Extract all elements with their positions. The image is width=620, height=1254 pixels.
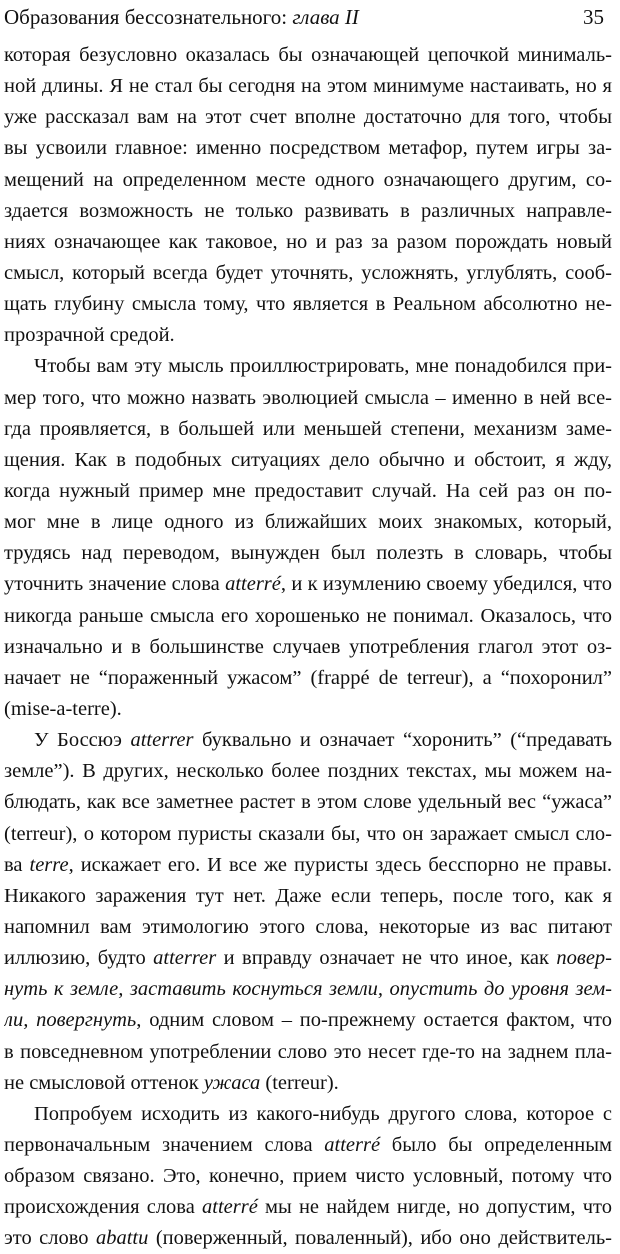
italic-text: terre bbox=[29, 853, 69, 876]
text-segment: блюдать, как все заметнее растет в этом слове удельный вес “ужаса” bbox=[4, 791, 612, 814]
text-line bbox=[4, 1192, 612, 1223]
text-segment: когда нужный пример мне предоставит случай. На сей раз он по- bbox=[4, 479, 612, 502]
text-line bbox=[4, 1099, 612, 1130]
text-segment: никогда раньше смысла его хорошенько не понимал. Оказалось, что bbox=[4, 604, 612, 627]
text-segment: гда проявляется, в большей или меньшей степени, механизм заме- bbox=[4, 417, 612, 440]
text-segment: (terreur). bbox=[260, 1071, 339, 1094]
text-segment: и вправду означает не что иное, как bbox=[216, 947, 557, 970]
text-line bbox=[4, 912, 612, 943]
text-line bbox=[4, 694, 612, 725]
chapter-title bbox=[4, 2, 359, 32]
text-line bbox=[4, 819, 612, 850]
text-line bbox=[4, 414, 612, 445]
chapter-title-italic: глава II bbox=[292, 5, 359, 29]
text-line bbox=[4, 632, 612, 663]
text-line bbox=[4, 1161, 612, 1192]
text-segment: ва bbox=[4, 853, 30, 876]
text-segment: ниях означающее как таковое, но и раз за разом порождать новый bbox=[4, 230, 612, 253]
italic-text: повер- bbox=[556, 947, 612, 970]
text-line bbox=[4, 538, 612, 569]
text-segment: (terreur), о котором пуристы сказали бы, что он заражает смысл сло- bbox=[4, 822, 612, 845]
text-line bbox=[4, 601, 612, 632]
text-segment: начает не “пораженный ужасом” (frappé de terreur), а “похоронил” bbox=[4, 666, 612, 689]
text-line bbox=[4, 1068, 612, 1099]
text-line bbox=[4, 165, 612, 196]
text-segment: мог мне в лице одного из ближайших моих знакомых, который, bbox=[4, 511, 612, 534]
text-segment: (mise-a-terre). bbox=[4, 697, 122, 720]
italic-text: atterrer bbox=[130, 729, 194, 752]
text-segment: щать глубину смысла тому, что является в Реальном абсолютно не- bbox=[4, 293, 612, 316]
text-segment: прозрачной средой. bbox=[4, 324, 175, 347]
text-line bbox=[4, 663, 612, 694]
text-segment: иллюзию, будто bbox=[4, 947, 154, 970]
text-line bbox=[4, 40, 612, 71]
text-line bbox=[4, 227, 612, 258]
text-line bbox=[4, 943, 612, 974]
text-segment: образом связано. Это, конечно, прием чисто условный, потому что bbox=[4, 1165, 612, 1188]
text-line bbox=[4, 1005, 612, 1036]
text-segment: , одним словом – по-прежнему остается фактом, что bbox=[136, 1009, 612, 1032]
text-segment: мер того, что можно назвать эволюцией смысла – именно в ней все- bbox=[4, 386, 612, 409]
text-line bbox=[4, 133, 612, 164]
text-segment: (поверженный, поваленный), ибо оно действитель- bbox=[148, 1227, 612, 1250]
italic-text: atterré bbox=[324, 1133, 381, 1156]
text-segment: напомнил вам этимологию этого слова, некоторые из вас питают bbox=[4, 915, 612, 938]
text-line bbox=[4, 1037, 612, 1068]
text-line bbox=[4, 102, 612, 133]
italic-text: abattu bbox=[95, 1227, 149, 1250]
text-line bbox=[4, 289, 612, 320]
text-segment: вы усвоили главное: именно посредством метафор, путем игры за- bbox=[4, 137, 612, 160]
italic-text: ужаса bbox=[203, 1071, 261, 1094]
text-line bbox=[4, 569, 612, 600]
text-line bbox=[4, 1130, 612, 1161]
text-line bbox=[4, 196, 612, 227]
text-segment: щения. Как в подобных ситуациях дело обычно и обстоит, я жду, bbox=[4, 448, 612, 471]
text-segment: уточнить значение слова bbox=[4, 573, 226, 596]
chapter-title-plain: Образования бессознательного: bbox=[4, 5, 293, 29]
text-line bbox=[4, 258, 612, 289]
text-segment: мы не найдем нигде, но допустим, что bbox=[257, 1196, 612, 1219]
text-segment: не смысловой оттенок bbox=[4, 1071, 204, 1094]
text-segment: Чтобы вам эту мысль проиллюстрировать, мне понадобился при- bbox=[34, 355, 612, 378]
page-number: 35 bbox=[583, 5, 604, 29]
text-segment: У Боссюэ bbox=[34, 729, 131, 752]
italic-text: atterré bbox=[202, 1196, 258, 1219]
text-line bbox=[4, 71, 612, 102]
text-line bbox=[4, 445, 612, 476]
text-line bbox=[4, 725, 612, 756]
text-segment: уже рассказал вам на этот счет вполне достаточно для того, чтобы bbox=[4, 106, 612, 129]
text-segment: Попробуем исходить из какого-нибудь другого слова, которое с bbox=[34, 1102, 612, 1125]
text-line bbox=[4, 787, 612, 818]
text-line bbox=[4, 320, 612, 351]
italic-text: atterré bbox=[225, 573, 281, 596]
text-segment: земле”). В других, несколько более поздних текстах, мы можем на- bbox=[4, 760, 612, 783]
text-segment: было бы определенным bbox=[380, 1133, 612, 1156]
text-segment: буквально и означает “хоронить” (“предавать bbox=[193, 729, 612, 752]
text-segment: в повседневном употреблении слово это несет где-то на заднем пла- bbox=[4, 1040, 612, 1063]
text-segment: происхождения слова bbox=[4, 1196, 203, 1219]
text-line bbox=[4, 383, 612, 414]
text-segment: смысл, который всегда будет уточнять, усложнять, углублять, сооб- bbox=[4, 261, 612, 284]
text-line bbox=[4, 850, 612, 881]
running-head bbox=[4, 2, 604, 32]
text-line bbox=[4, 507, 612, 538]
text-line bbox=[4, 476, 612, 507]
text-line bbox=[4, 974, 612, 1005]
italic-text: atterrer bbox=[153, 947, 217, 970]
text-line bbox=[4, 351, 612, 382]
text-line bbox=[4, 881, 612, 912]
text-segment: это слово bbox=[4, 1227, 96, 1250]
text-segment: Никакого заражения тут нет. Даже если теперь, после того, как я bbox=[4, 884, 612, 907]
italic-text: ли, повергнуть bbox=[4, 1009, 137, 1032]
text-segment: , искажает его. И все же пуристы здесь бесспорно не правы. bbox=[68, 853, 612, 876]
body-text bbox=[4, 40, 612, 1254]
text-segment: здается возможность не только развивать в различных направле- bbox=[4, 199, 612, 222]
text-segment: которая безусловно оказалась бы означающей цепочкой минималь- bbox=[4, 44, 612, 66]
text-line bbox=[4, 756, 612, 787]
text-segment: , и к изумлению своему убедился, что bbox=[280, 573, 612, 596]
text-segment: изначально и в большинстве случаев употребления глагол этот оз- bbox=[4, 635, 612, 658]
text-segment: мещений на определенном месте одного означающего другим, со- bbox=[4, 168, 612, 191]
text-segment: первоначальным значением слова bbox=[4, 1133, 325, 1156]
text-segment: трудясь над переводом, вынужден был полезть в словарь, чтобы bbox=[4, 542, 612, 565]
text-segment: ной длины. Я не стал бы сегодня на этом минимуме настаивать, но я bbox=[4, 75, 612, 98]
text-line bbox=[4, 1223, 612, 1254]
italic-text: нуть к земле, заставить коснуться земли, опустить до уровня зем- bbox=[4, 978, 612, 1001]
